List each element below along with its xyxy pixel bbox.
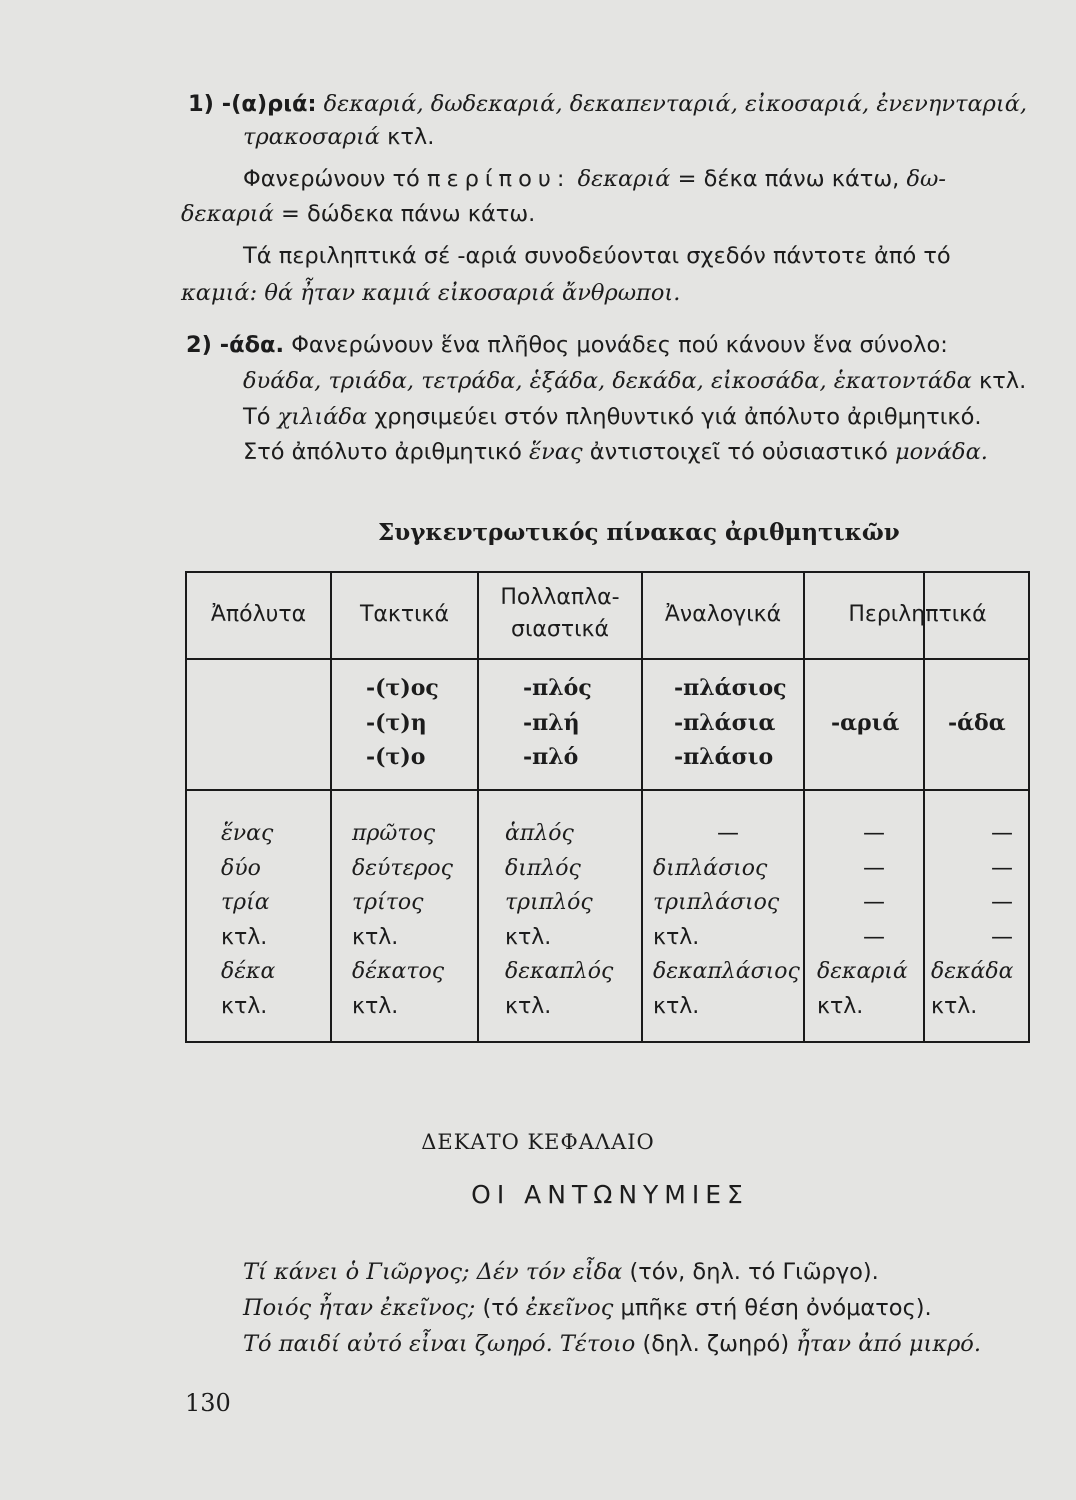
example-line-1: Τί κάνει ὁ Γιῶργος; Δέν τόν εἶδα (τόν, δηλ. τό Γιῶργο).	[243, 1259, 879, 1285]
column-pollaplasiastika: ἁπλός διπλός τριπλός κτλ. δεκαπλός κτλ.	[505, 821, 614, 1019]
example-line-2: Ποιός ἦταν ἐκεῖνος; (τό ἐκεῖνος μπῆκε στή θέση ὀνόματος).	[243, 1295, 932, 1321]
para-2-number: 2) -άδα.	[186, 332, 285, 358]
para-1-line-3: Φανερώνουν τό περίπου: δεκαριά = δέκα πάνω κάτω, δω-	[243, 166, 946, 192]
header-periliptika: Περιληπτικά	[848, 602, 987, 627]
para-2-line-3: Τό χιλιάδα χρησιμεύει στόν πληθυντικό γιά ἀπόλυτο ἀριθμητικό.	[243, 404, 982, 430]
chapter-title: ΟΙ ΑΝΤΩΝΥΜΙΕΣ	[471, 1180, 749, 1209]
para-2-line-1: 2) -άδα. Φανερώνουν ἕνα πλῆθος μονάδες πού κάνουν ἕνα σύνολο:	[186, 332, 948, 358]
col-divider	[641, 573, 643, 1041]
column-apolyta: ἕνας δύο τρία κτλ. δέκα κτλ.	[221, 821, 276, 1019]
para-1-line-4: δεκαριά = δώδεκα πάνω κάτω.	[181, 201, 536, 227]
table-title: Συγκεντρωτικός πίνακας ἀριθμητικῶν	[378, 519, 900, 546]
header-taktika: Τακτικά	[359, 602, 450, 627]
endings-analogika: -πλάσιος -πλάσια -πλάσιο	[674, 675, 787, 770]
para-1-examples: δεκαριά, δωδεκαριά, δεκαπενταριά, εἰκοσαριά, ἐνενηνταριά,	[323, 91, 1028, 117]
row-divider	[187, 789, 1028, 791]
header-pollaplasiastika-2: σιαστικά	[511, 617, 609, 642]
endings-periliptika-ada: -άδα	[948, 710, 1006, 736]
endings-periliptika-ria: -αριά	[831, 710, 900, 736]
header-analogika: Ἀναλογικά	[664, 602, 782, 627]
numerals-table	[185, 571, 1030, 1043]
para-1-line-5: Τά περιληπτικά σέ -αριά συνοδεύονται σχεδόν πάντοτε ἀπό τό	[243, 243, 951, 269]
col-divider	[803, 573, 805, 1041]
header-pollaplasiastika-1: Πολλαπλα-	[500, 585, 620, 610]
endings-pollaplasiastika: -πλός -πλή -πλό	[523, 675, 592, 770]
column-periliptika-ada: — — — — δεκάδα κτλ.	[931, 821, 1014, 1019]
para-1-line-2: τρακοσαριά κτλ.	[243, 124, 435, 150]
column-periliptika-ria: — — — — δεκαριά κτλ.	[817, 821, 908, 1019]
column-taktika: πρῶτος δεύτερος τρίτος κτλ. δέκατος κτλ.	[352, 821, 453, 1019]
column-analogika: — διπλάσιος τριπλάσιος κτλ. δεκαπλάσιος κτλ.	[653, 821, 800, 1019]
para-1-line-1	[188, 89, 1027, 119]
row-divider	[187, 658, 1028, 660]
col-divider	[330, 573, 332, 1041]
header-apolyta: Ἀπόλυτα	[210, 602, 307, 627]
para-1-number: 1) -(α)ριά:	[188, 91, 317, 117]
page-number: 130	[185, 1389, 231, 1417]
para-2-line-2: δυάδα, τριάδα, τετράδα, ἑξάδα, δεκάδα, εἰκοσάδα, ἑκατοντάδα κτλ.	[243, 368, 1027, 394]
para-2-line-4: Στό ἀπόλυτο ἀριθμητικό ἕνας ἀντιστοιχεῖ τό οὐσιαστικό μονάδα.	[243, 439, 988, 465]
example-line-3: Τό παιδί αὐτό εἶναι ζωηρό. Τέτοιο (δηλ. ζωηρό) ἦταν ἀπό μικρό.	[243, 1331, 982, 1357]
chapter-number: ΔΕΚΑΤΟ ΚΕΦΑΛΑΙΟ	[421, 1130, 655, 1154]
para-1-line-6: καμιά: θά ἦταν καμιά εἰκοσαριά ἄνθρωποι.	[181, 280, 681, 306]
col-divider	[923, 573, 925, 1041]
endings-taktika: -(τ)ος -(τ)η -(τ)ο	[366, 675, 439, 770]
